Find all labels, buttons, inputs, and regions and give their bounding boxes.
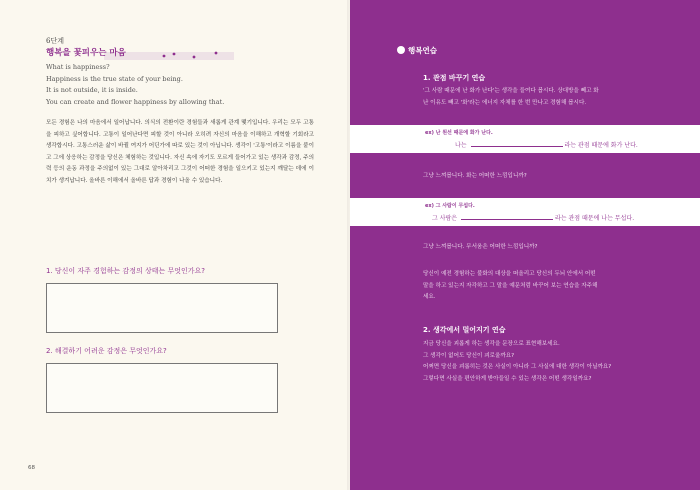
quote-line: It is not outside, it is inside.	[46, 86, 138, 94]
practice-heading	[397, 45, 437, 56]
fill-suffix: 라는 관점 때문에 화가 난다.	[564, 142, 638, 149]
example-2-fill	[432, 213, 634, 222]
example-2-label: ex) 그 사람이 무섭다.	[425, 203, 475, 209]
text-line: 말을 하고 있는지 자각하고 그 말을 예문처럼 바꾸어 보는 연습을 자주해	[423, 282, 598, 289]
page-number: 68	[28, 465, 35, 471]
text-line: 세요.	[423, 294, 436, 300]
bullet-icon	[397, 46, 405, 54]
text-line: 그 생각이 없어도 당신이 괴로울까요?	[423, 352, 515, 359]
text-line: 지금 당신을 괴롭게 하는 생각을 문장으로 표현해보세요.	[423, 341, 560, 347]
question-1: 1. 당신이 자주 경험하는 감정의 상태는 무엇인가요?	[46, 267, 205, 275]
section-2-text	[423, 339, 653, 385]
example-band-1	[350, 125, 700, 153]
quote-line: What is happiness?	[46, 63, 110, 71]
section-1-text	[423, 86, 653, 109]
anger-question: 그냥 느껴봅니다. 화는 어떠한 느낌입니까?	[423, 173, 527, 179]
example-1-fill	[455, 140, 638, 149]
body-paragraph: 모든 경험은 나의 마음에서 일어납니다. 의식의 전환이란 경험들과 새롭게 관계 맺기입니다. 우리는 모두 고통을 피하고 싶어합니다. 고통이 일어난다면 피할 것이 아니라 오히려 자신의 마음을 이해하고 개혁할 기회라고 생각합시다. 고통스러운 삶이 바뀔 여지가 어딘가에 따로 있는 것이 아닙니다. 생각이 '고통'이라고 이름을 붙이고 그에 상응하는 감정을 당신은 체험하는 것입니다. 자신 속에 자기도 모르게 들어가고 있는 생각과 감정, 주의력 등의 운동 과정을 주의없이 있는 그대로 알아차리고 그것이 어떠한 경험을 일으키고 있는지 깨달는 데에 이치가 생겨납니다. 올바른 이해에서 올바른 답과 경험이 나올 수 있습니다.	[46, 120, 314, 184]
quote-line: You can create and flower happiness by allowing that.	[46, 97, 225, 106]
practice-paragraph	[423, 269, 653, 304]
example-band-2	[350, 198, 700, 226]
text-line: 당신이 예전 경험하는 불화의 대상을 떠올리고 당신의 두뇌 안에서 어떤	[423, 271, 596, 277]
answer-box-2[interactable]	[46, 363, 278, 413]
text-line: '그 사람 때문에 난 화가 난다'는 생각을 들여다 봅시다. 상대방을 빼고 화	[423, 88, 599, 94]
fill-blank[interactable]	[461, 213, 553, 220]
fill-blank[interactable]	[471, 140, 563, 147]
fill-prefix: 나는	[455, 142, 467, 149]
example-1-label: ex) 난 원선 때문에 화가 난다.	[425, 130, 493, 136]
question-2: 2. 해결하기 어려운 감정은 무엇인가요?	[46, 347, 167, 355]
section-1-title: 1. 관점 바꾸기 연습	[423, 74, 486, 82]
step-label: 6단계	[46, 37, 64, 45]
page-title: 행복을 꽃피우는 마음	[46, 48, 126, 58]
english-quote	[46, 62, 316, 108]
answer-box-1[interactable]	[46, 283, 278, 333]
quote-line: Happiness is the true state of your being.	[46, 74, 183, 83]
text-line: 그렇다면 사실을 편안하게 받아들일 수 있는 생각은 어떤 생각일까요?	[423, 375, 592, 382]
text-line: 어쩌면 당신을 괴롭히는 것은 사실이 아니라 그 사실에 대한 생각이 아닐까요?	[423, 364, 612, 370]
section-2-title: 2. 생각에서 멀어지기 연습	[423, 326, 506, 334]
fill-prefix: 그 사람은	[432, 215, 458, 222]
fear-question: 그냥 느껴봅니다. 무서움은 어떠한 느낌입니까?	[423, 244, 538, 250]
practice-heading-label: 행복연습	[408, 46, 437, 55]
fill-suffix: 라는 관점 때문에 나는 무섭다.	[555, 215, 635, 222]
text-line: 난 이유도 빼고 '화'라는 에너지 자체를 한 번 만나고 경험해 봅시다.	[423, 99, 587, 106]
